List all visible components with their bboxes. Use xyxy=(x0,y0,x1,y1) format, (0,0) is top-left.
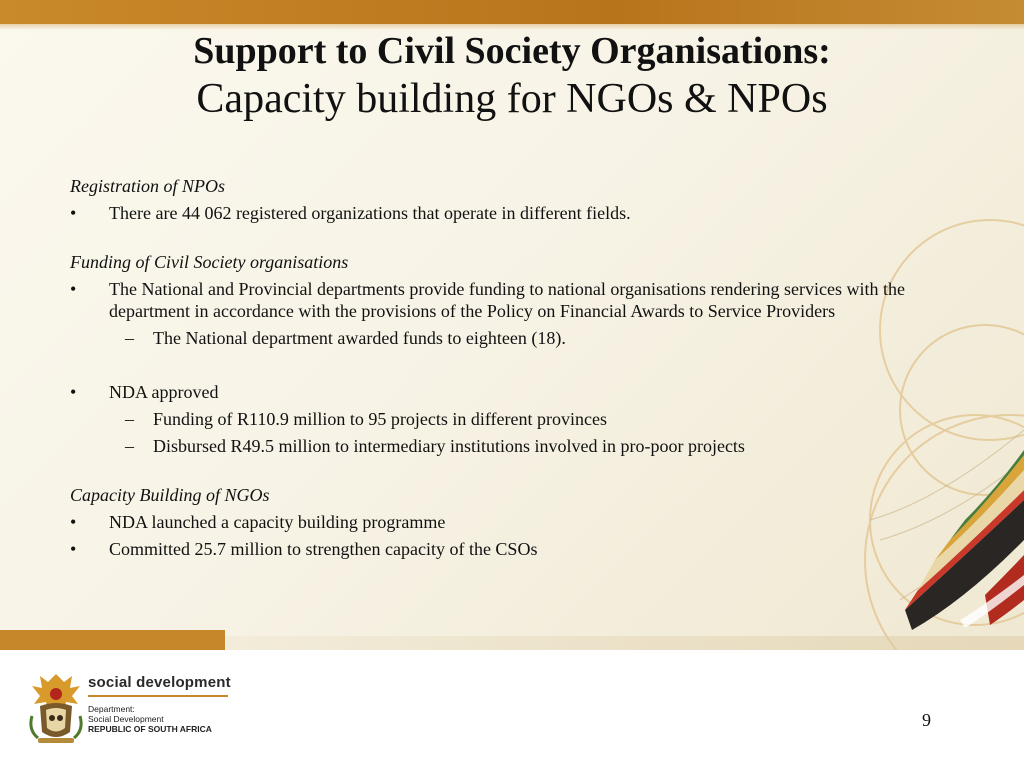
bullet-item xyxy=(70,278,970,322)
spacer xyxy=(70,457,970,484)
sub-bullet-item xyxy=(70,408,970,430)
bullet-text: Committed 25.7 million to strengthen capacity of the CSOs xyxy=(109,539,538,559)
bullet-text: There are 44 062 registered organizations that operate in different fields. xyxy=(109,203,631,223)
title-main: Support to Civil Society Organisations: xyxy=(193,30,831,72)
sub-bullet-item xyxy=(70,327,970,349)
bullet-text: NDA launched a capacity building programme xyxy=(109,512,446,532)
spacer xyxy=(70,349,970,376)
bullet-text: The National and Provincial departments provide funding to national organisations rendering services with the department in accordance with the provisions of the Policy on Financial Awards to Service Providers xyxy=(109,279,905,321)
sub-bullet-item xyxy=(70,435,970,457)
bullet-item xyxy=(70,381,970,403)
sub-bullet-text: Funding of R110.9 million to 95 projects in different provinces xyxy=(153,409,607,429)
department-block xyxy=(88,704,212,734)
page-number: 9 xyxy=(922,710,931,730)
sub-bullet-text: Disbursed R49.5 million to intermediary institutions involved in pro-poor projects xyxy=(153,436,745,456)
bottom-strip xyxy=(225,636,1024,650)
dash-marker: – xyxy=(125,436,134,456)
dash-marker: – xyxy=(125,328,134,348)
section-heading-capacity: Capacity Building of NGOs xyxy=(70,485,270,505)
bullet-item xyxy=(70,538,970,560)
section-heading-funding: Funding of Civil Society organisations xyxy=(70,252,349,272)
title-subtitle: Capacity building for NGOs & NPOs xyxy=(196,76,828,122)
section-heading-registration: Registration of NPOs xyxy=(70,176,226,196)
bullet-item xyxy=(70,511,970,533)
department-label: Department: xyxy=(88,704,135,714)
bottom-accent-bar xyxy=(0,630,225,650)
department-name: Social Development xyxy=(88,714,164,724)
brand-name: social development xyxy=(88,674,231,691)
dash-marker: – xyxy=(125,409,134,429)
country-name: REPUBLIC OF SOUTH AFRICA xyxy=(88,724,212,734)
bullet-marker: • xyxy=(70,512,77,532)
bullet-item xyxy=(70,202,970,224)
slide-title xyxy=(0,28,1024,124)
bullet-marker: • xyxy=(70,382,77,402)
bullet-marker: • xyxy=(70,279,77,299)
bullet-marker: • xyxy=(70,539,77,559)
bullet-text: NDA approved xyxy=(109,382,219,402)
spacer xyxy=(70,224,970,251)
brand-divider xyxy=(88,695,228,697)
slide-body xyxy=(70,175,970,560)
bullet-marker: • xyxy=(70,203,77,223)
sub-bullet-text: The National department awarded funds to eighteen (18). xyxy=(153,328,566,348)
